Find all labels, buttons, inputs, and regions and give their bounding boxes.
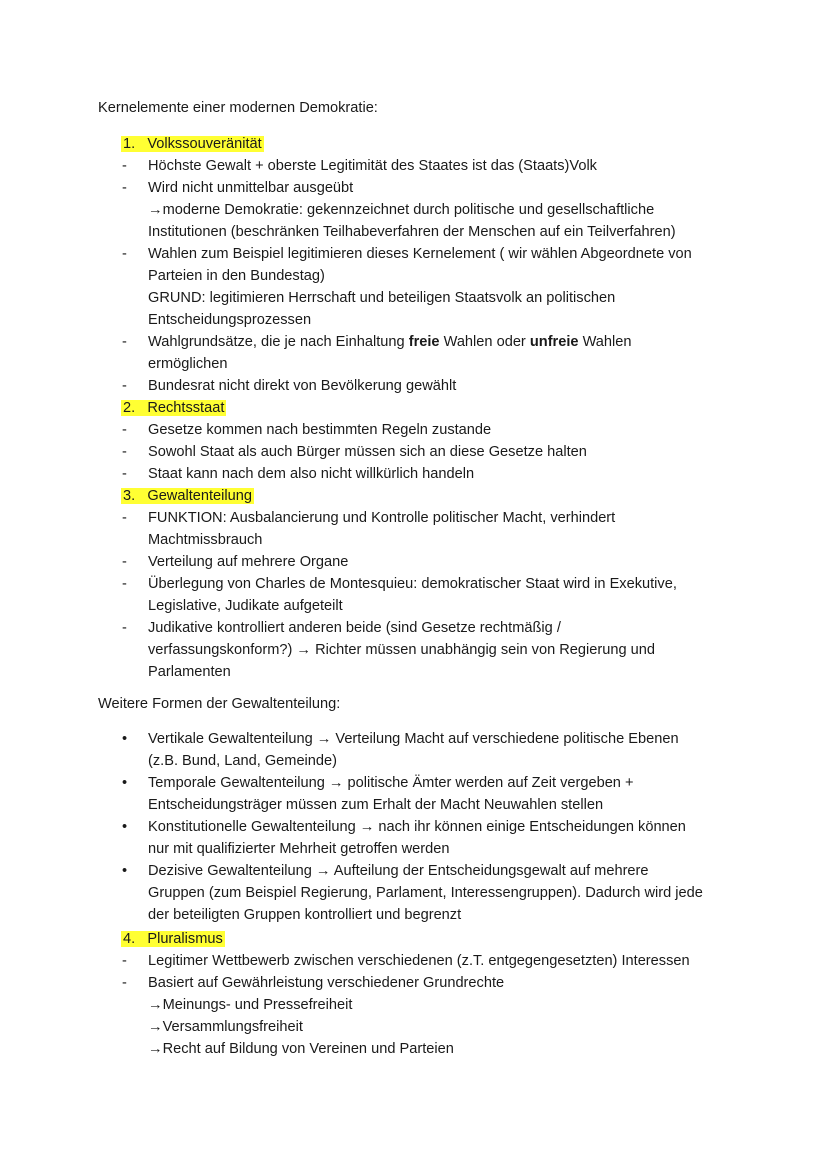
- section-3-heading: [121, 486, 254, 506]
- document-title: Kernelemente einer modernen Demokratie:: [98, 100, 378, 116]
- s4-arrow-2: →Versammlungsfreiheit: [148, 1019, 303, 1035]
- s4-bullet-1: Legitimer Wettbewerb zwischen verschiedenen (z.T. entgegengesetzten) Interessen: [148, 953, 690, 969]
- bullet-marker: •: [122, 819, 128, 835]
- dash-marker: -: [122, 953, 127, 969]
- dash-marker: -: [122, 422, 127, 438]
- s1-bullet-1: Höchste Gewalt + oberste Legitimität des Staates ist das (Staats)Volk: [148, 158, 597, 174]
- s1-bullet-2-arrow: →moderne Demokratie: gekennzeichnet durch politische und gesellschaftliche: [148, 202, 655, 218]
- weitere-item-3-line-1: Konstitutionelle Gewaltenteilung → nach ihr können einige Entscheidungen können: [148, 819, 686, 835]
- bullet-marker: •: [122, 731, 128, 747]
- s1-bullet-5: Bundesrat nicht direkt von Bevölkerung gewählt: [148, 378, 457, 394]
- s3-bullet-1-line-1: FUNKTION: Ausbalancierung und Kontrolle politischer Macht, verhindert: [148, 510, 616, 526]
- weitere-item-1-line-2: (z.B. Bund, Land, Gemeinde): [148, 753, 338, 769]
- dash-marker: -: [122, 620, 127, 636]
- s3-bullet-3-line-1: Überlegung von Charles de Montesquieu: demokratischer Staat wird in Exekutive,: [148, 576, 677, 592]
- s1-bullet-4-text-b: Wahlen oder: [439, 334, 530, 350]
- section-2-number: 2.: [123, 400, 136, 416]
- s3-bullet-1-line-2: Machtmissbrauch: [148, 532, 263, 548]
- dash-marker: -: [122, 576, 127, 592]
- section-1-number: 1.: [123, 136, 136, 152]
- s3-bullet-3-line-2: Legislative, Judikate aufgeteilt: [148, 598, 343, 614]
- s2-bullet-2: Sowohl Staat als auch Bürger müssen sich an diese Gesetze halten: [148, 444, 587, 460]
- s1-bullet-2: Wird nicht unmittelbar ausgeübt: [148, 180, 354, 196]
- emphasis-unfree: unfreie: [529, 334, 579, 350]
- emphasis-free: freie: [408, 334, 440, 350]
- s1-bullet-2-cont: Institutionen (beschränken Teilhabeverfahren der Menschen auf ein Teilverfahren): [148, 224, 676, 240]
- section-4-title: Pluralismus: [147, 931, 223, 947]
- dash-marker: -: [122, 246, 127, 262]
- weitere-formen-title: Weitere Formen der Gewaltenteilung:: [98, 696, 341, 712]
- weitere-item-4-line-3: der beteiligten Gruppen kontrolliert und begrenzt: [148, 907, 462, 923]
- section-3-title: Gewaltenteilung: [147, 488, 253, 504]
- s3-bullet-2: Verteilung auf mehrere Organe: [148, 554, 349, 570]
- dash-marker: -: [122, 975, 127, 991]
- section-1-heading: [121, 134, 264, 154]
- section-3-number: 3.: [123, 488, 136, 504]
- s1-bullet-4-line-2: ermöglichen: [148, 356, 228, 372]
- weitere-item-3-line-2: nur mit qualifizierter Mehrheit getroffen werden: [148, 841, 450, 857]
- dash-marker: -: [122, 180, 127, 196]
- dash-marker: -: [122, 158, 127, 174]
- s3-bullet-4-line-1: Judikative kontrolliert anderen beide (sind Gesetze rechtmäßig /: [148, 620, 561, 636]
- dash-marker: -: [122, 466, 127, 482]
- s2-bullet-1: Gesetze kommen nach bestimmten Regeln zustande: [148, 422, 492, 438]
- section-1-title: Volkssouveränität: [147, 136, 262, 152]
- section-2-title: Rechtsstaat: [147, 400, 225, 416]
- s1-bullet-3-line-1: Wahlen zum Beispiel legitimieren dieses Kernelement ( wir wählen Abgeordnete von: [148, 246, 692, 262]
- weitere-item-2-line-1: Temporale Gewaltenteilung → politische Ämter werden auf Zeit vergeben +: [148, 775, 634, 791]
- s3-bullet-4-line-3: Parlamenten: [148, 664, 231, 680]
- s4-arrow-3: →Recht auf Bildung von Vereinen und Parteien: [148, 1041, 454, 1057]
- bullet-marker: •: [122, 863, 128, 879]
- s2-bullet-3: Staat kann nach dem also nicht willkürlich handeln: [148, 466, 475, 482]
- s4-arrow-1: →Meinungs- und Pressefreiheit: [148, 997, 353, 1013]
- dash-marker: -: [122, 554, 127, 570]
- section-4-heading: [121, 929, 225, 949]
- weitere-item-4-line-1: Dezisive Gewaltenteilung → Aufteilung der Entscheidungsgewalt auf mehrere: [148, 863, 649, 879]
- s1-bullet-4-text-a: Wahlgrundsätze, die je nach Einhaltung: [148, 334, 409, 350]
- s3-bullet-4-line-2: verfassungskonform?) → Richter müssen unabhängig sein von Regierung und: [148, 642, 656, 658]
- dash-marker: -: [122, 510, 127, 526]
- s4-bullet-2: Basiert auf Gewährleistung verschiedener Grundrechte: [148, 975, 505, 991]
- s1-bullet-4-line-1: [148, 332, 632, 352]
- s1-bullet-3-line-4: Entscheidungsprozessen: [148, 312, 312, 328]
- s1-bullet-4-text-c: Wahlen: [578, 334, 632, 350]
- weitere-item-4-line-2: Gruppen (zum Beispiel Regierung, Parlament, Interessengruppen). Dadurch wird jede: [148, 885, 703, 901]
- dash-marker: -: [122, 378, 127, 394]
- section-2-heading: [121, 398, 226, 418]
- s1-bullet-3-line-2: Parteien in den Bundestag): [148, 268, 325, 284]
- section-4-number: 4.: [123, 931, 136, 947]
- weitere-item-1-line-1: Vertikale Gewaltenteilung → Verteilung Macht auf verschiedene politische Ebenen: [148, 731, 679, 747]
- dash-marker: -: [122, 444, 127, 460]
- dash-marker: -: [122, 334, 127, 350]
- weitere-item-2-line-2: Entscheidungsträger müssen zum Erhalt der Macht Neuwahlen stellen: [148, 797, 604, 813]
- bullet-marker: •: [122, 775, 128, 791]
- s1-bullet-3-line-3: GRUND: legitimieren Herrschaft und beteiligen Staatsvolk an politischen: [148, 290, 616, 306]
